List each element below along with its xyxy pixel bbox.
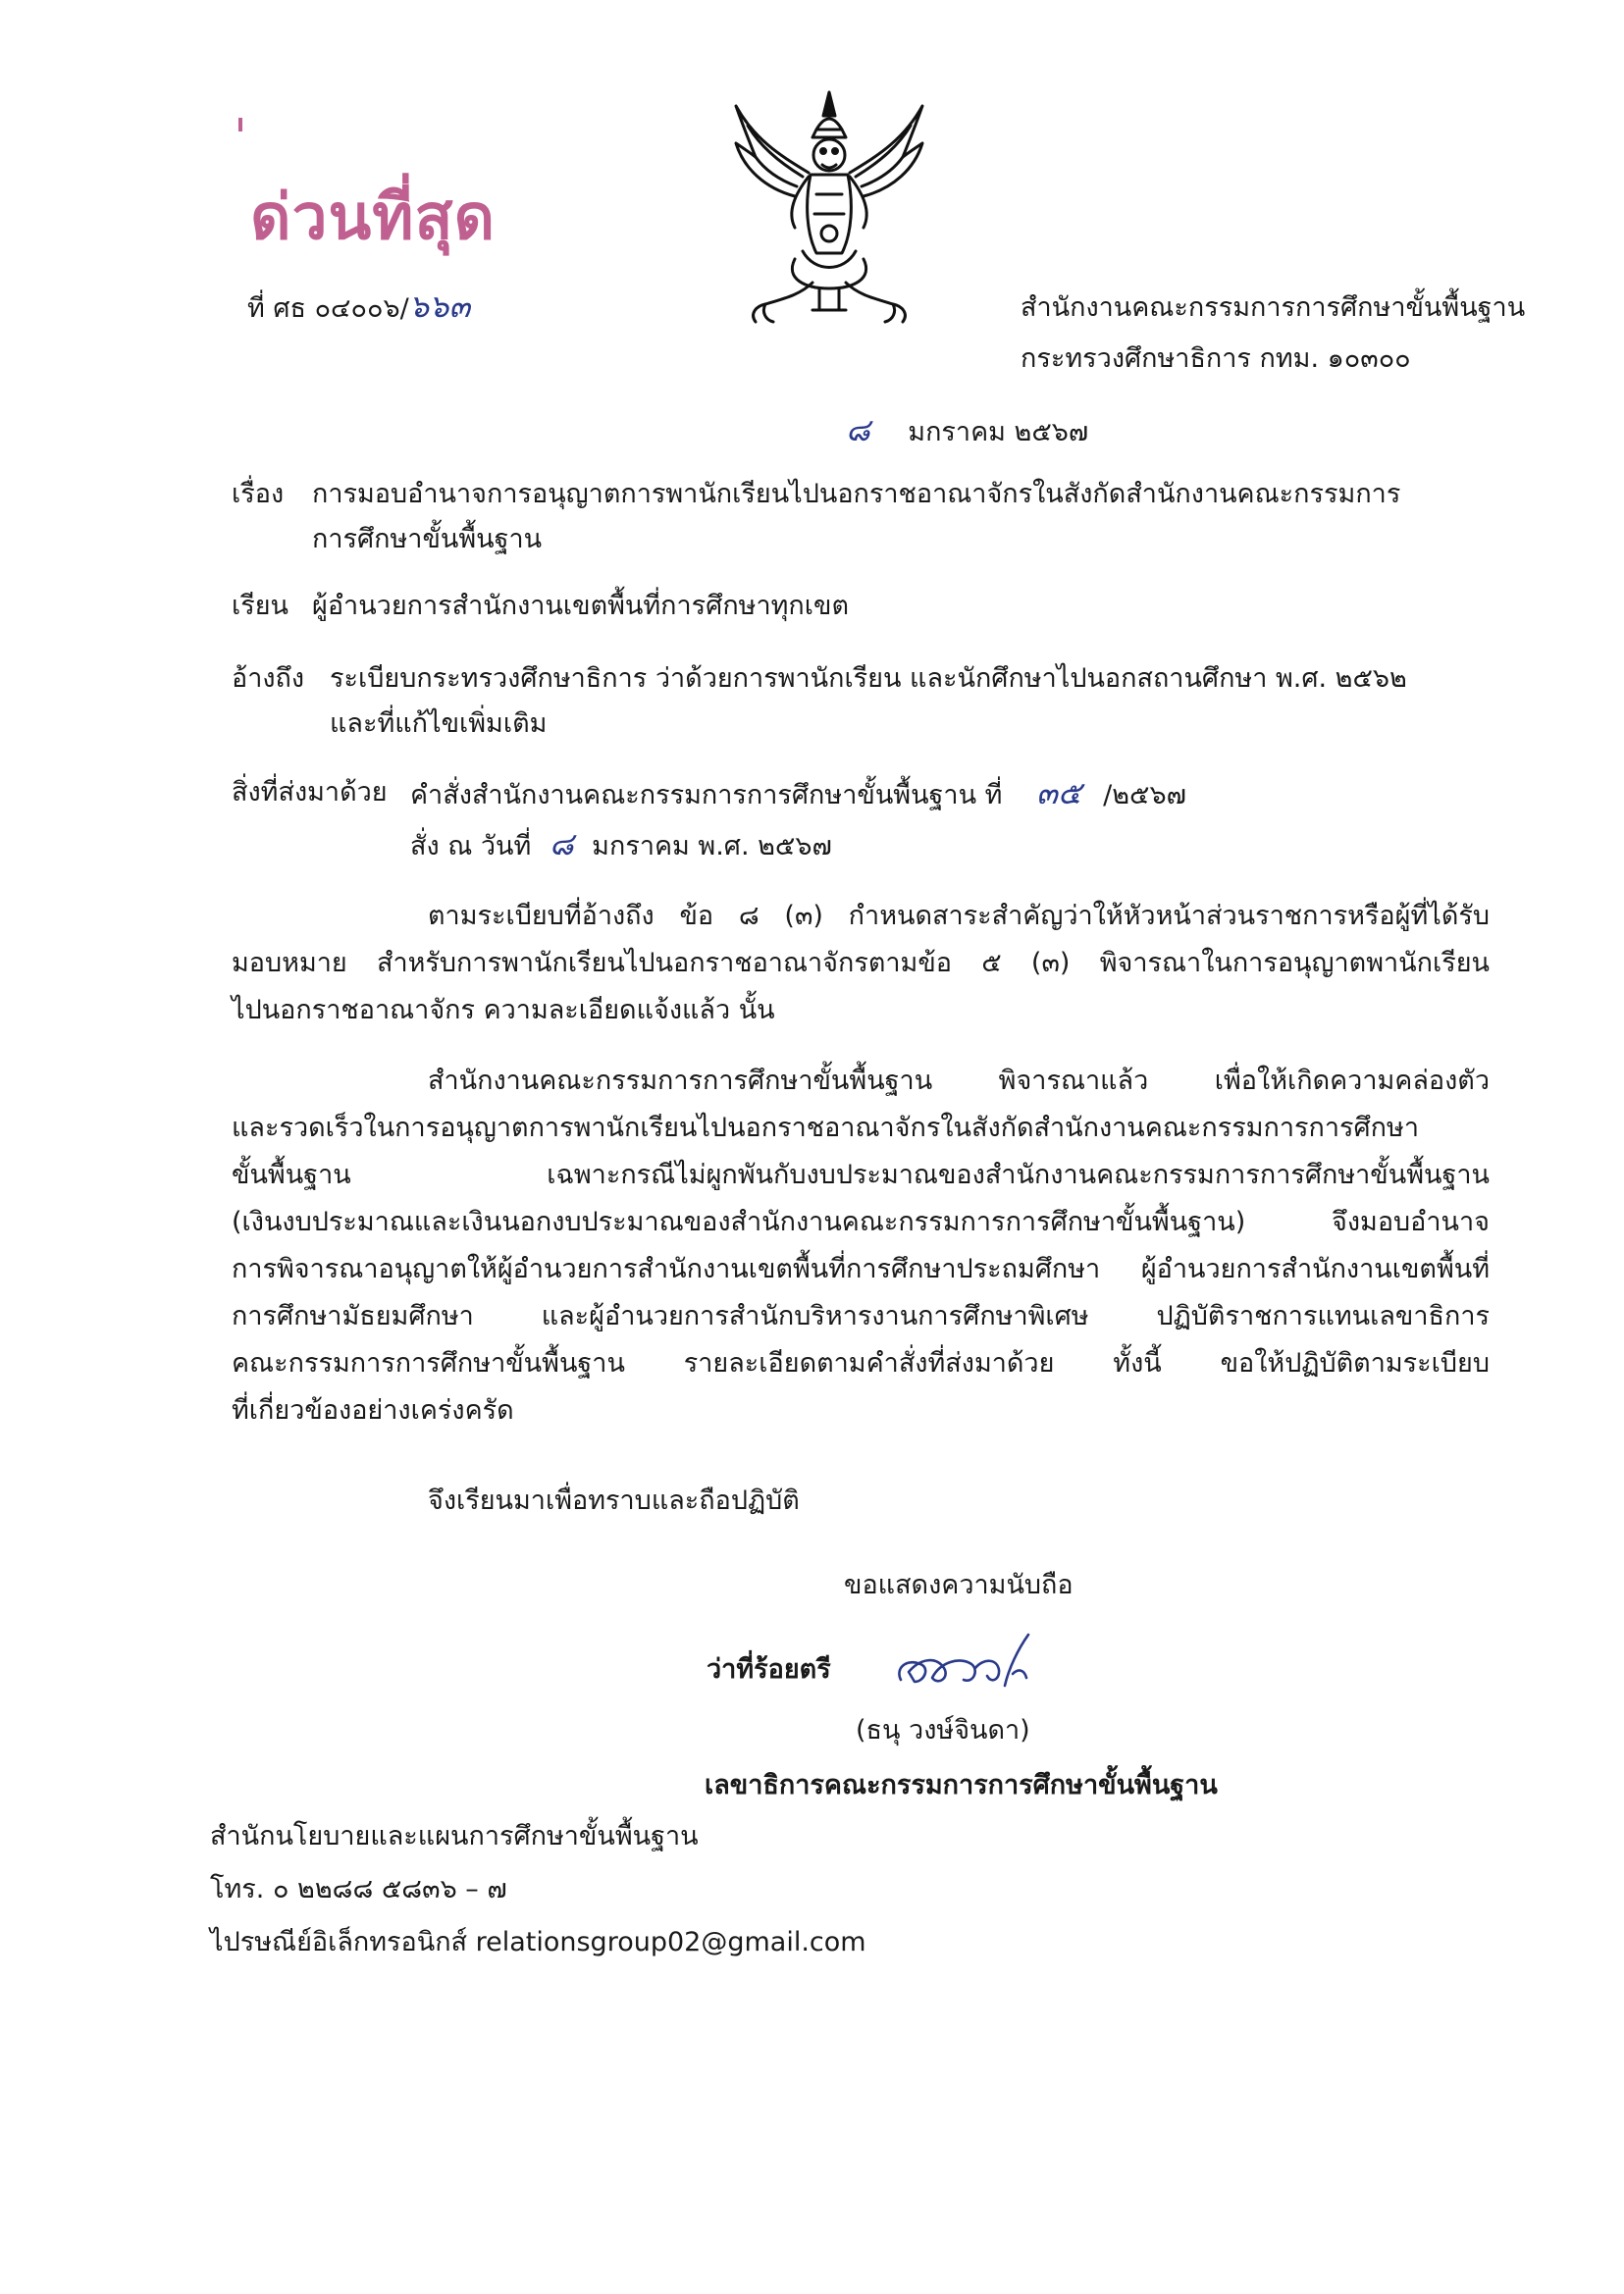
paragraph-2-line: คณะกรรมการการศึกษาขั้นพื้นฐาน รายละเอียดตามคำสั่งที่ส่งมาด้วย ทั้งนี้ ขอให้ปฏิบัติตามระเบียบ xyxy=(232,1348,1490,1379)
closing-salutation: ขอแสดงความนับถือ xyxy=(844,1570,1074,1600)
body-paragraph-2 xyxy=(232,1058,1490,1434)
issuing-ministry: กระทรวงศึกษาธิการ กทม. ๑๐๓๐๐ xyxy=(1021,343,1411,374)
paragraph-1-line: ตามระเบียบที่อ้างถึง ข้อ ๘ (๓) กำหนดสาระสำคัญว่าให้หัวหน้าส่วนราชการหรือผู้ที่ได้รับ xyxy=(428,901,1490,931)
signer-name: (ธนุ วงษ์จินดา) xyxy=(856,1715,1030,1746)
paragraph-2-line: การศึกษามัธยมศึกษา และผู้อำนวยการสำนักบริหารงานการศึกษาพิเศษ ปฏิบัติราชการแทนเลขาธิการ xyxy=(232,1301,1490,1331)
footer-office: สำนักนโยบายและแผนการศึกษาขั้นพื้นฐาน xyxy=(210,1821,699,1851)
enclosure-order-number-handwritten: ๓๕ xyxy=(1036,774,1082,811)
document-date xyxy=(846,410,1088,452)
handwritten-signature xyxy=(881,1629,1058,1697)
issuing-office: สำนักงานคณะกรรมการการศึกษาขั้นพื้นฐาน xyxy=(1021,292,1526,323)
enclosure-line-2 xyxy=(410,824,832,866)
stamp-mark xyxy=(238,118,242,131)
enclosure-order-text: คำสั่งสำนักงานคณะกรรมการการศึกษาขั้นพื้นฐาน ที่ xyxy=(410,780,1003,810)
to-recipient: ผู้อำนวยการสำนักงานเขตพื้นที่การศึกษาทุกเขต xyxy=(312,591,849,621)
signer-position: เลขาธิการคณะกรรมการการศึกษาขั้นพื้นฐาน xyxy=(705,1770,1218,1800)
date-month-year: มกราคม ๒๕๖๗ xyxy=(908,417,1089,447)
garuda-emblem xyxy=(726,86,932,327)
reference-line-1: ระเบียบกระทรวงศึกษาธิการ ว่าด้วยการพานักเรียน และนักศึกษาไปนอกสถานศึกษา พ.ศ. ๒๕๖๒ xyxy=(330,663,1407,694)
enclosure-line-1 xyxy=(410,773,1186,815)
paragraph-2-line: ขั้นพื้นฐาน เฉพาะกรณีไม่ผูกพันกับงบประมาณของสำนักงานคณะกรรมการการศึกษาขั้นพื้นฐาน xyxy=(232,1160,1490,1190)
paragraph-2-line: ที่เกี่ยวข้องอย่างเคร่งครัด xyxy=(232,1395,514,1426)
reference-label: อ้างถึง xyxy=(232,663,305,694)
enclosure-order-year: /๒๕๖๗ xyxy=(1103,780,1186,810)
reference-line-2: และที่แก้ไขเพิ่มเติม xyxy=(330,708,548,739)
subject-label: เรื่อง xyxy=(232,479,285,509)
paragraph-1-line: ไปนอกราชอาณาจักร ความละเอียดแจ้งแล้ว นั้น xyxy=(232,995,775,1025)
paragraph-2-line: การพิจารณาอนุญาตให้ผู้อำนวยการสำนักงานเขตพื้นที่การศึกษาประถมศึกษา ผู้อำนวยการสำนักงานเขตพื้นที่ xyxy=(232,1254,1490,1284)
document-number xyxy=(247,287,470,329)
paragraph-2-line: (เงินงบประมาณและเงินนอกงบประมาณของสำนักงานคณะกรรมการการศึกษาขั้นพื้นฐาน) จึงมอบอำนาจ xyxy=(232,1207,1490,1237)
document-number-prefix: ที่ ศธ ๐๔๐๐๖/ xyxy=(247,293,409,324)
footer-telephone: โทร. ๐ ๒๒๘๘ ๕๘๓๖ – ๗ xyxy=(210,1874,507,1904)
body-paragraph-1 xyxy=(232,893,1490,1034)
body-paragraph-3: จึงเรียนมาเพื่อทราบและถือปฏิบัติ xyxy=(428,1486,800,1516)
enclosure-day-handwritten: ๘ xyxy=(549,825,574,862)
subject-line-1: การมอบอำนาจการอนุญาตการพานักเรียนไปนอกราชอาณาจักรในสังกัดสำนักงานคณะกรรมการ xyxy=(312,479,1401,509)
urgency-stamp: ด่วนที่สุด xyxy=(250,182,497,254)
document-number-handwritten: ๖๖๓ xyxy=(408,287,471,325)
paragraph-2-line: สำนักงานคณะกรรมการการศึกษาขั้นพื้นฐาน พิจารณาแล้ว เพื่อให้เกิดความคล่องตัว xyxy=(428,1066,1490,1096)
enclosure-label: สิ่งที่ส่งมาด้วย xyxy=(232,777,388,808)
paragraph-2-line: และรวดเร็วในการอนุญาตการพานักเรียนไปนอกราชอาณาจักรในสังกัดสำนักงานคณะกรรมการการศึกษา xyxy=(232,1113,1419,1143)
signer-title: ว่าที่ร้อยตรี xyxy=(707,1654,831,1685)
to-label: เรียน xyxy=(232,591,289,621)
enclosure-date-prefix: สั่ง ณ วันที่ xyxy=(410,831,532,861)
footer-email: ไปรษณีย์อิเล็กทรอนิกส์ relationsgroup02@gmail.com xyxy=(210,1927,866,1957)
enclosure-date-rest: มกราคม พ.ศ. ๒๕๖๗ xyxy=(592,831,832,861)
date-day-handwritten: ๘ xyxy=(846,411,870,448)
subject-line-2: การศึกษาขั้นพื้นฐาน xyxy=(312,524,543,554)
paragraph-1-line: มอบหมาย สำหรับการพานักเรียนไปนอกราชอาณาจักรตามข้อ ๕ (๓) พิจารณาในการอนุญาตพานักเรียน xyxy=(232,948,1490,978)
